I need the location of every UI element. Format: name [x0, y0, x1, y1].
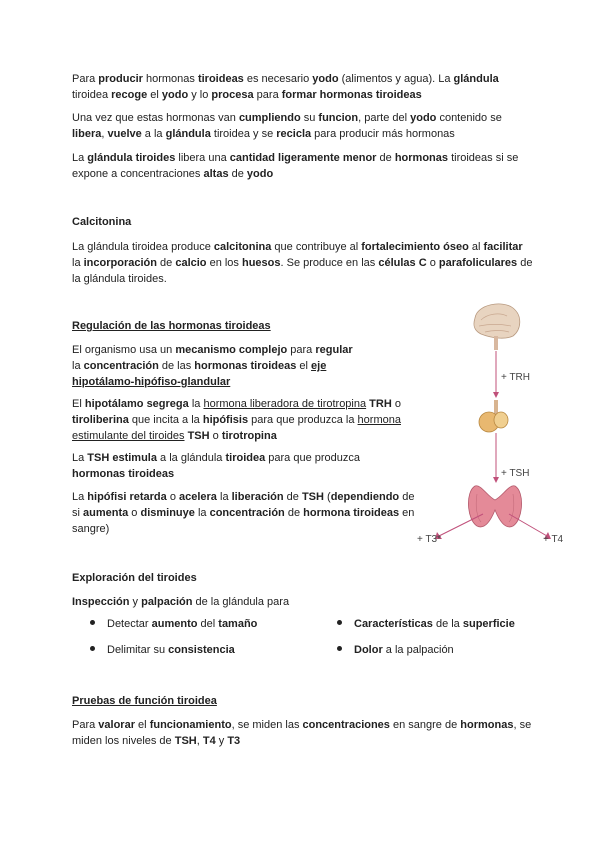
- brain-icon: [474, 304, 520, 350]
- heading-pruebas: Pruebas de función tiroidea: [72, 695, 217, 707]
- trh-label: + TRH: [501, 372, 530, 383]
- t3-label: + T3*: [417, 534, 441, 545]
- heading-exploracion: Exploración del tiroides: [72, 572, 197, 584]
- paragraph-calcitonina: La glándula tiroidea produce calcitonina que contribuye al fortalecimiento óseo al facilitar la incorporación de calcio en los huesos. Se produce en las células C o parafoliculares de la glándula tiroides.: [72, 241, 533, 285]
- heading-regulacion: Regulación de las hormonas tiroideas: [72, 320, 271, 332]
- thyroid-icon: [468, 486, 521, 527]
- hormone-axis-diagram: [415, 296, 575, 552]
- exploracion-list: [90, 616, 530, 668]
- heading-calcitonina: Calcitonina: [72, 216, 132, 228]
- paragraph-hipotalamo: El hipotálamo segrega la hormona liberadora de tirotropina TRH o tiroliberina que incita a la hipófisis para que produzca la hormona estimulante del tiroides TSH o tirotropina: [72, 398, 401, 442]
- t4-label: + T4: [543, 534, 564, 545]
- paragraph-yodo-reciclaje: Una vez que estas hormonas van cumpliendo su funcion, parte del yodo contenido se libera, vuelve a la glándula tiroidea y se recicla para producir más hormonas: [72, 112, 502, 140]
- paragraph-yodo-exceso: La glándula tiroides libera una cantidad ligeramente menor de hormonas tiroideas si se expone a concentraciones altas de yodo: [72, 152, 519, 180]
- paragraph-hipofisi: La hipófisi retarda o acelera la liberación de TSH (dependiendo de si aumenta o disminuye la concentración de hormona tiroideas en sangre): [72, 491, 415, 535]
- pituitary-icon: [479, 400, 508, 432]
- bullet-dot: [337, 620, 342, 625]
- bullet-dot: [90, 620, 95, 625]
- paragraph-yodo-produccion: Para producir hormonas tiroideas es necesario yodo (alimentos y agua). La glándula tiroidea recoge el yodo y lo procesa para formar hormonas tiroideas: [72, 73, 499, 101]
- paragraph-mecanismo: El organismo usa un mecanismo complejo para regular la concentración de las hormonas tiroideas el eje hipotálamo-hipófiso-glandular: [72, 344, 353, 388]
- bullet-dot: [90, 646, 95, 651]
- paragraph-tsh: La TSH estimula a la glándula tiroidea para que produzca hormonas tiroideas: [72, 452, 361, 480]
- list-item: Detectar aumento del tamaño: [90, 616, 257, 632]
- paragraph-inspeccion: Inspección y palpación de la glándula para: [72, 596, 290, 608]
- tsh-label: + TSH: [501, 468, 530, 479]
- list-item: Dolor a la palpación: [337, 642, 454, 658]
- list-item: Características de la superficie: [337, 616, 515, 632]
- paragraph-pruebas: Para valorar el funcionamiento, se miden las concentraciones en sangre de hormonas, se miden los niveles de TSH, T4 y T3: [72, 719, 532, 747]
- list-item: Delimitar su consistencia: [90, 642, 235, 658]
- bullet-dot: [337, 646, 342, 651]
